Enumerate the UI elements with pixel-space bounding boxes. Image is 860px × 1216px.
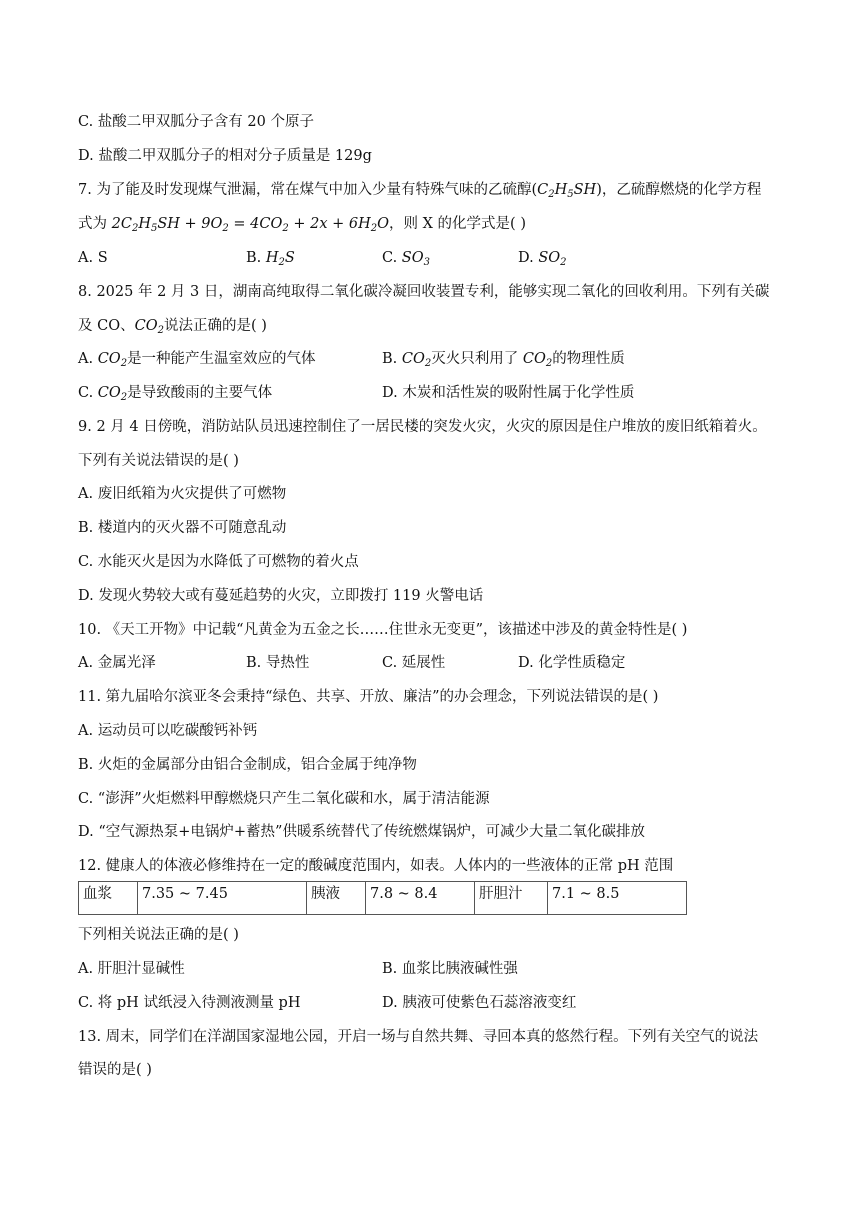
q12-stem2: 下列相关说法正确的是( ) [78,927,239,943]
q11-option-d: D. “空气源热泵+电锅炉+蓄热”供暖系统替代了传统燃煤锅炉，可减少大量二氧化碳排放 [78,824,645,840]
q9-option-c: C. 水能灭火是因为水降低了可燃物的着火点 [78,554,359,570]
q8-stem-line1: 8. 2025 年 2 月 3 日，湖南高纯取得二氧化碳冷凝回收装置专利，能够实现二氧化的回收利用。下列有关碳 [78,284,770,300]
q8-stem-line2: 及 CO、$CO_2$说法正确的是( ) [78,318,267,336]
q11-option-c: C. “澎湃”火炬燃料甲醇燃烧只产生二氧化碳和水，属于清洁能源 [78,791,490,807]
q7-option-d: D. $SO_2$ [518,250,567,268]
table-cell: 血浆 [79,882,138,915]
q9-stem-line1: 9. 2 月 4 日傍晚，消防站队员迅速控制住了一居民楼的突发火灾，火灾的原因是住户堆放的废旧纸箱着火。 [78,419,767,435]
q8-option-d: D. 木炭和活性炭的吸附性属于化学性质 [382,385,635,401]
q7-option-c: C. $SO_3$ [382,250,430,268]
q10-stem: 10. 《天工开物》中记载“凡黄金为五金之长……住世永无变更”，该描述中涉及的黄金特性是( ) [78,622,688,638]
table-cell: 7.8 ~ 8.4 [366,882,475,915]
q11-option-b: B. 火炬的金属部分由铝合金制成，铝合金属于纯净物 [78,757,417,773]
q9-option-b: B. 楼道内的灭火器不可随意乱动 [78,520,287,536]
table-cell: 胰液 [307,882,366,915]
q9-option-a: A. 废旧纸箱为火灾提供了可燃物 [78,486,287,502]
q6-option-c: C. 盐酸二甲双胍分子含有 20 个原子 [78,114,314,130]
q7-option-a: A. S [78,250,108,266]
q11-option-a: A. 运动员可以吃碳酸钙补钙 [78,723,258,739]
table-cell: 7.35 ~ 7.45 [138,882,307,915]
q12-stem: 12. 健康人的体液必修维持在一定的酸碱度范围内，如表。人体内的一些液体的正常 pH 范围 [78,858,674,874]
ph-range-table [78,881,687,915]
q12-option-a: A. 肝胆汁显碱性 [78,961,185,977]
q8-option-b: B. $CO_2$灭火只利用了 $CO_2$的物理性质 [382,351,625,369]
q7-stem-line1: 7. 为了能及时发现煤气泄漏，常在煤气中加入少量有特殊气味的乙硫醇$(C_2H_5SH)$，乙硫醇燃烧的化学方程 [78,182,762,200]
q10-option-d: D. 化学性质稳定 [518,655,626,671]
q6-option-d: D. 盐酸二甲双胍分子的相对分子质量是 129g [78,148,372,164]
q13-stem-line2: 错误的是( ) [78,1062,152,1078]
q8-option-a: A. $CO_2$是一种能产生温室效应的气体 [78,351,316,369]
table-cell: 肝胆汁 [475,882,548,915]
q13-stem-line1: 13. 周末，同学们在洋湖国家湿地公园，开启一场与自然共舞、寻回本真的悠然行程。下列有关空气的说法 [78,1029,759,1045]
table-cell: 7.1 ~ 8.5 [548,882,687,915]
q10-option-c: C. 延展性 [382,655,446,671]
q7-option-b: B. $H_2S$ [246,250,295,268]
q12-option-b: B. 血浆比胰液碱性强 [382,961,518,977]
q12-option-d: D. 胰液可使紫色石蕊溶液变红 [382,995,577,1011]
q9-stem-line2: 下列有关说法错误的是( ) [78,453,239,469]
q11-stem: 11. 第九届哈尔滨亚冬会秉持“绿色、共享、开放、廉洁”的办会理念，下列说法错误的是( ) [78,689,659,705]
q9-option-d: D. 发现火势较大或有蔓延趋势的火灾，立即拨打 119 火警电话 [78,588,484,604]
q10-option-b: B. 导热性 [246,655,310,671]
q12-option-c: C. 将 pH 试纸浸入待测液测量 pH [78,995,301,1011]
table-row [79,882,687,915]
q10-option-a: A. 金属光泽 [78,655,156,671]
q7-stem-line2: 式为 $2C_2H_5SH + 9O_2 = 4CO_2 + 2x + 6H_2O$，则 X 的化学式是( ) [78,216,526,234]
q8-option-c: C. $CO_2$是导致酸雨的主要气体 [78,385,273,403]
